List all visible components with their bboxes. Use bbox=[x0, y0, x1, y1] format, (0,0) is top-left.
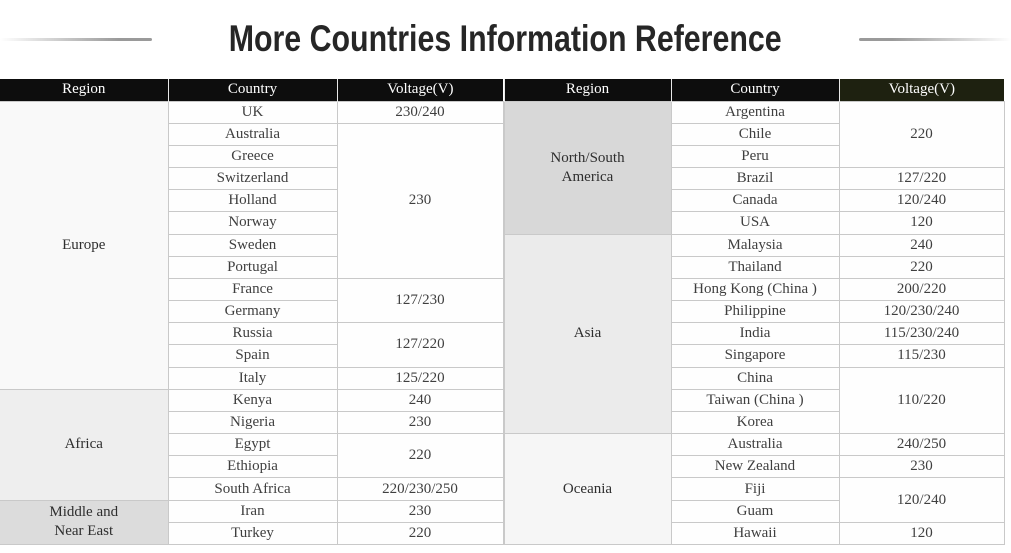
country-cell: Turkey bbox=[168, 522, 337, 544]
header-country: Country bbox=[168, 79, 337, 101]
voltage-cell: 120/230/240 bbox=[839, 301, 1004, 323]
country-cell: Australia bbox=[671, 434, 839, 456]
region-label: Middle and bbox=[49, 504, 119, 521]
country-cell: Peru bbox=[671, 145, 839, 167]
country-cell: Philippine bbox=[671, 301, 839, 323]
table-row bbox=[504, 234, 1004, 256]
country-cell: Hawaii bbox=[671, 522, 839, 544]
country-cell: France bbox=[168, 278, 337, 300]
country-cell: Italy bbox=[168, 367, 337, 389]
header-region: Region bbox=[504, 79, 671, 101]
voltage-cell: 125/220 bbox=[337, 367, 503, 389]
voltage-cell: 220 bbox=[839, 101, 1004, 168]
country-cell: Egypt bbox=[168, 434, 337, 456]
country-cell: Korea bbox=[671, 411, 839, 433]
country-cell: Fiji bbox=[671, 478, 839, 500]
region-cell bbox=[504, 234, 671, 434]
voltage-cell: 200/220 bbox=[839, 278, 1004, 300]
voltage-cell: 120/240 bbox=[839, 190, 1004, 212]
voltage-cell: 120 bbox=[839, 522, 1004, 544]
region-cell bbox=[504, 101, 671, 234]
voltage-cell: 115/230 bbox=[839, 345, 1004, 367]
voltage-cell: 220 bbox=[337, 522, 503, 544]
country-cell: UK bbox=[168, 101, 337, 123]
country-cell: Thailand bbox=[671, 256, 839, 278]
country-cell: Singapore bbox=[671, 345, 839, 367]
country-cell: Chile bbox=[671, 123, 839, 145]
header-voltage: Voltage(V) bbox=[337, 79, 503, 101]
voltage-cell: 230 bbox=[337, 411, 503, 433]
voltage-cell: 230 bbox=[839, 456, 1004, 478]
country-cell: Russia bbox=[168, 323, 337, 345]
voltage-cell: 220/230/250 bbox=[337, 478, 503, 500]
table-row bbox=[0, 101, 503, 123]
country-cell: Iran bbox=[168, 500, 337, 522]
country-cell: Holland bbox=[168, 190, 337, 212]
region-label: Africa bbox=[64, 436, 103, 453]
voltage-cell: 240/250 bbox=[839, 434, 1004, 456]
country-cell: USA bbox=[671, 212, 839, 234]
table-row bbox=[0, 389, 503, 411]
voltage-table-left bbox=[0, 79, 504, 545]
region-cell bbox=[504, 434, 671, 545]
voltage-cell: 230 bbox=[337, 500, 503, 522]
country-cell: Greece bbox=[168, 145, 337, 167]
voltage-cell: 220 bbox=[839, 256, 1004, 278]
voltage-cell: 230 bbox=[337, 123, 503, 278]
country-cell: Hong Kong (China ) bbox=[671, 278, 839, 300]
voltage-cell: 240 bbox=[337, 389, 503, 411]
title-bar bbox=[0, 0, 1011, 78]
voltage-cell: 127/220 bbox=[337, 323, 503, 367]
voltage-tables bbox=[0, 79, 1003, 545]
country-cell: New Zealand bbox=[671, 456, 839, 478]
country-cell: Australia bbox=[168, 123, 337, 145]
title-left-dash bbox=[0, 38, 152, 41]
header-row bbox=[504, 79, 1004, 101]
country-cell: Brazil bbox=[671, 168, 839, 190]
region-label: Oceania bbox=[562, 480, 613, 497]
header-row bbox=[0, 79, 503, 101]
voltage-cell: 220 bbox=[337, 434, 503, 478]
header-country: Country bbox=[671, 79, 839, 101]
country-cell: Guam bbox=[671, 500, 839, 522]
region-label: America bbox=[561, 168, 614, 185]
voltage-cell: 127/230 bbox=[337, 278, 503, 322]
header-voltage: Voltage(V) bbox=[839, 79, 1004, 101]
country-cell: India bbox=[671, 323, 839, 345]
table-row bbox=[0, 500, 503, 522]
voltage-cell: 115/230/240 bbox=[839, 323, 1004, 345]
voltage-cell: 120 bbox=[839, 212, 1004, 234]
country-cell: Switzerland bbox=[168, 168, 337, 190]
region-label: Europe bbox=[62, 236, 106, 253]
country-cell: Ethiopia bbox=[168, 456, 337, 478]
region-label: North/South bbox=[550, 149, 625, 166]
country-cell: Sweden bbox=[168, 234, 337, 256]
page-title: More Countries Information Reference bbox=[229, 18, 782, 59]
title-right-dash bbox=[859, 38, 1011, 41]
country-cell: China bbox=[671, 367, 839, 389]
region-label: Near East bbox=[54, 523, 114, 540]
country-cell: Nigeria bbox=[168, 411, 337, 433]
country-cell: South Africa bbox=[168, 478, 337, 500]
country-cell: Malaysia bbox=[671, 234, 839, 256]
region-cell bbox=[0, 500, 168, 544]
voltage-cell: 120/240 bbox=[839, 478, 1004, 522]
voltage-table-right bbox=[504, 79, 1005, 545]
country-cell: Spain bbox=[168, 345, 337, 367]
table-row bbox=[504, 101, 1004, 123]
table-row bbox=[504, 434, 1004, 456]
region-label: Asia bbox=[573, 325, 602, 342]
country-cell: Taiwan (China ) bbox=[671, 389, 839, 411]
region-cell bbox=[0, 101, 168, 389]
country-cell: Canada bbox=[671, 190, 839, 212]
region-cell bbox=[0, 389, 168, 500]
voltage-cell: 230/240 bbox=[337, 101, 503, 123]
country-cell: Portugal bbox=[168, 256, 337, 278]
country-cell: Argentina bbox=[671, 101, 839, 123]
country-cell: Kenya bbox=[168, 389, 337, 411]
country-cell: Norway bbox=[168, 212, 337, 234]
voltage-cell: 110/220 bbox=[839, 367, 1004, 434]
country-cell: Germany bbox=[168, 301, 337, 323]
header-region: Region bbox=[0, 79, 168, 101]
voltage-cell: 240 bbox=[839, 234, 1004, 256]
voltage-cell: 127/220 bbox=[839, 168, 1004, 190]
